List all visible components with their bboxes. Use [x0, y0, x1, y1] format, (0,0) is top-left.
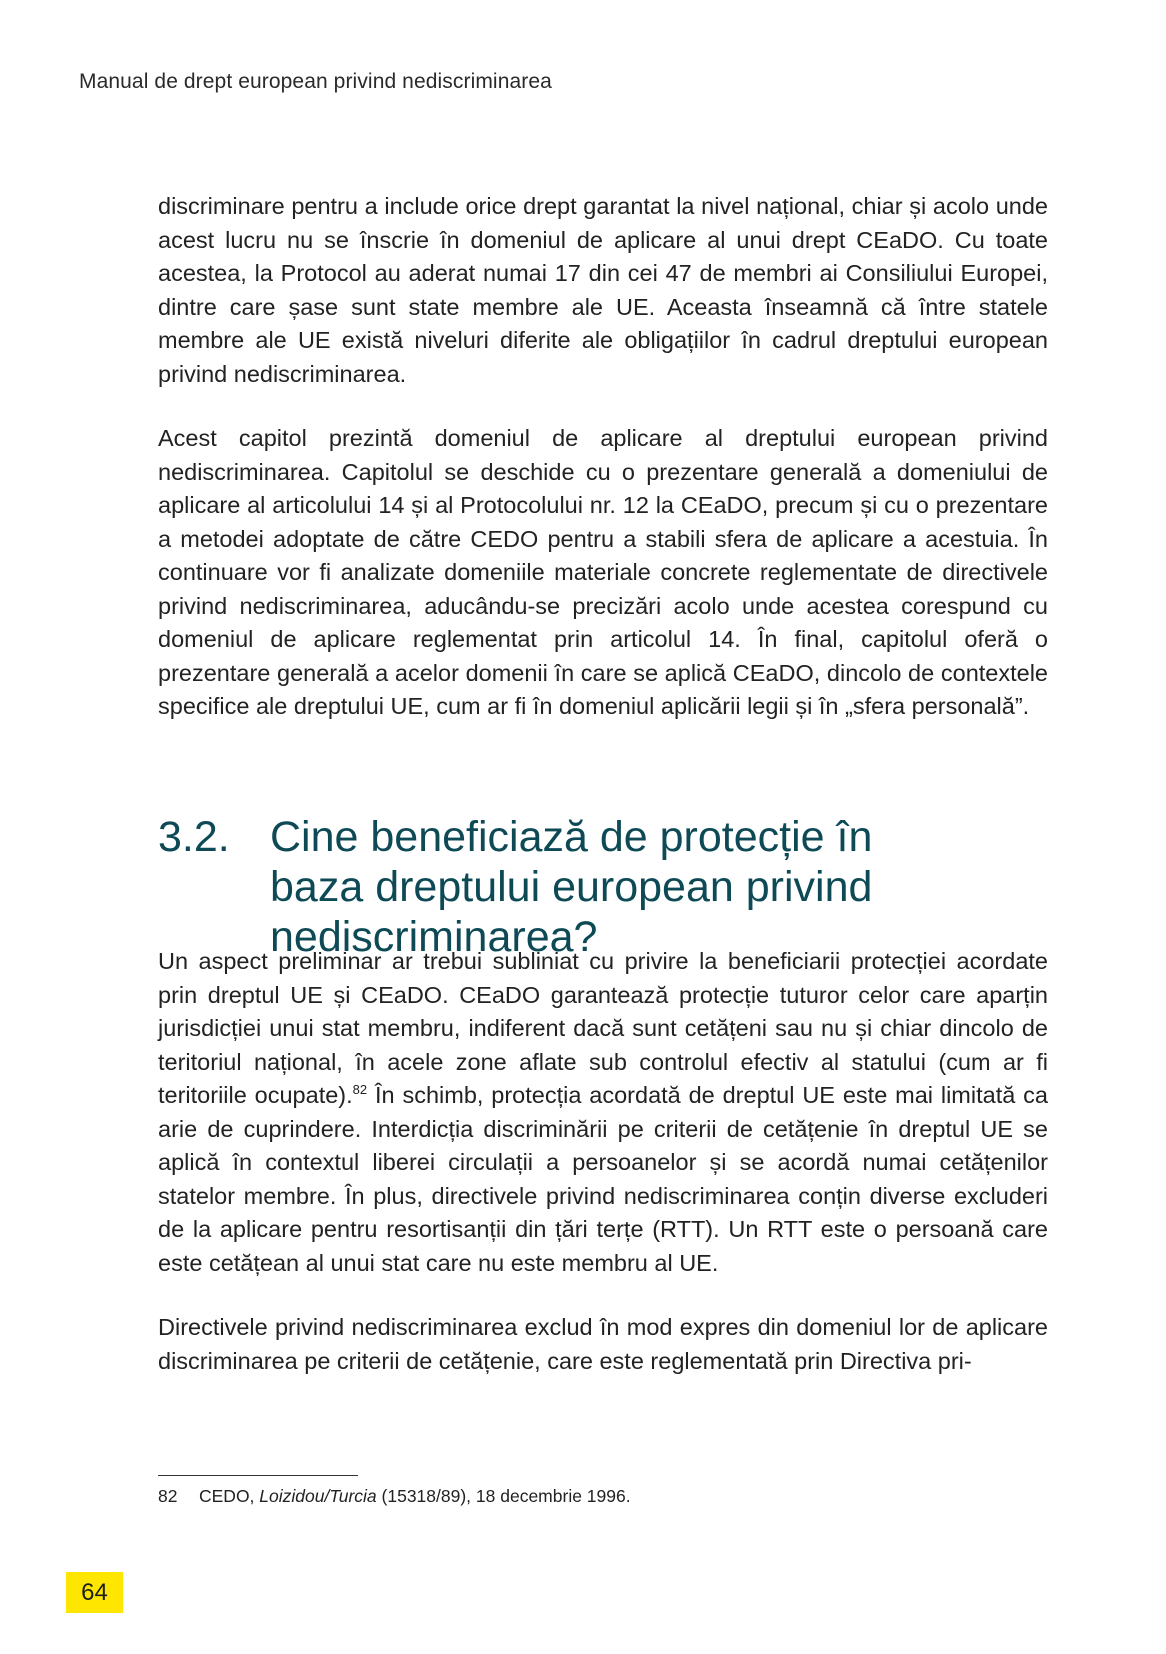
footnote [158, 1486, 631, 1507]
body-text-bottom [158, 945, 1048, 1378]
paragraph: Acest capitol prezintă domeniul de aplicare al dreptului european privind nediscriminarea. Capitolul se deschide cu o prezentare generală a domeniului de aplicare al articolului 14 și al Protocolului nr. 12 la CEaDO, precum și cu o prezentare a metodei adoptate de către CEDO pentru a stabili sfera de aplicare a acestuia. În continuare vor fi analizate domeniile materiale concrete reglementate de directivele privind nediscriminarea, aducându-se precizări acolo unde acestea corespund cu domeniul de aplicare reglementat prin articolul 14. În final, capitolul oferă o prezentare generală a acelor domenii în care se aplică CEaDO, dincolo de contextele specifice ale dreptului UE, cum ar fi în domeniul aplicării legii și în „sfera personală”. [158, 425, 1048, 719]
paragraph: discriminare pentru a include orice drept garantat la nivel național, chiar și acolo unde acest lucru nu se înscrie în domeniul de aplicare al unui drept CEaDO. Cu toate acestea, la Protocol au aderat numai 17 din cei 47 de membri ai Consiliului Europei, dintre care șase sunt state membre ale UE. Aceasta înseamnă că între statele membre ale UE există niveluri diferite ale obligațiilor în cadrul dreptului european privind nediscriminarea. [158, 193, 1048, 387]
footnote-text [199, 1486, 631, 1507]
paragraph [158, 945, 1048, 1280]
footnote-number: 82 [158, 1486, 178, 1506]
footnote-suffix: (15318/89), 18 decembrie 1996. [376, 1486, 631, 1506]
footnote-case-name: Loizidou/Turcia [259, 1486, 377, 1506]
paragraph-text: Un aspect preliminar ar trebui subliniat cu privire la beneficiarii protecției acordate prin dreptul UE și CEaDO. CEaDO garantează protecție tuturor celor care aparțin jurisdicției unui stat membru, indiferent dacă sunt cetățeni sau nu și chiar dincolo de teritoriul național, în acele zone aflate sub controlul efectiv al statului (cum ar fi teritoriile ocupate). [158, 948, 1048, 1108]
footnote-divider [158, 1475, 358, 1476]
footnote-prefix: CEDO, [199, 1486, 260, 1506]
footnote-reference[interactable]: 82 [352, 1082, 368, 1098]
paragraph: Directivele privind nediscriminarea exclud în mod expres din domeniul lor de aplicare discriminarea pe criterii de cetățenie, care este reglementată prin Directiva pri- [158, 1314, 1048, 1374]
section-title: Cine beneficiază de protecție în baza dreptului european privind nediscriminarea? [270, 812, 873, 961]
running-header: Manual de drept european privind nediscriminarea [79, 70, 552, 93]
section-number: 3.2. [158, 812, 230, 861]
section-heading [158, 812, 1058, 962]
body-text-top [158, 190, 1048, 724]
page-number: 64 [66, 1572, 123, 1613]
paragraph-text: În schimb, protecția acordată de dreptul UE este mai limitată ca arie de cuprindere. Interdicția discriminării pe criterii de cetățenie în dreptul UE se aplică în contextul liberei circulații a persoanelor și se acordă numai cetățenilor statelor membre. În plus, directivele privind nediscriminarea conțin diverse excluderi de la aplicare pentru resortisanții din țări terțe (RTT). Un RTT este o persoană care este cetățean al unui stat care nu este membru al UE. [158, 1082, 1048, 1276]
